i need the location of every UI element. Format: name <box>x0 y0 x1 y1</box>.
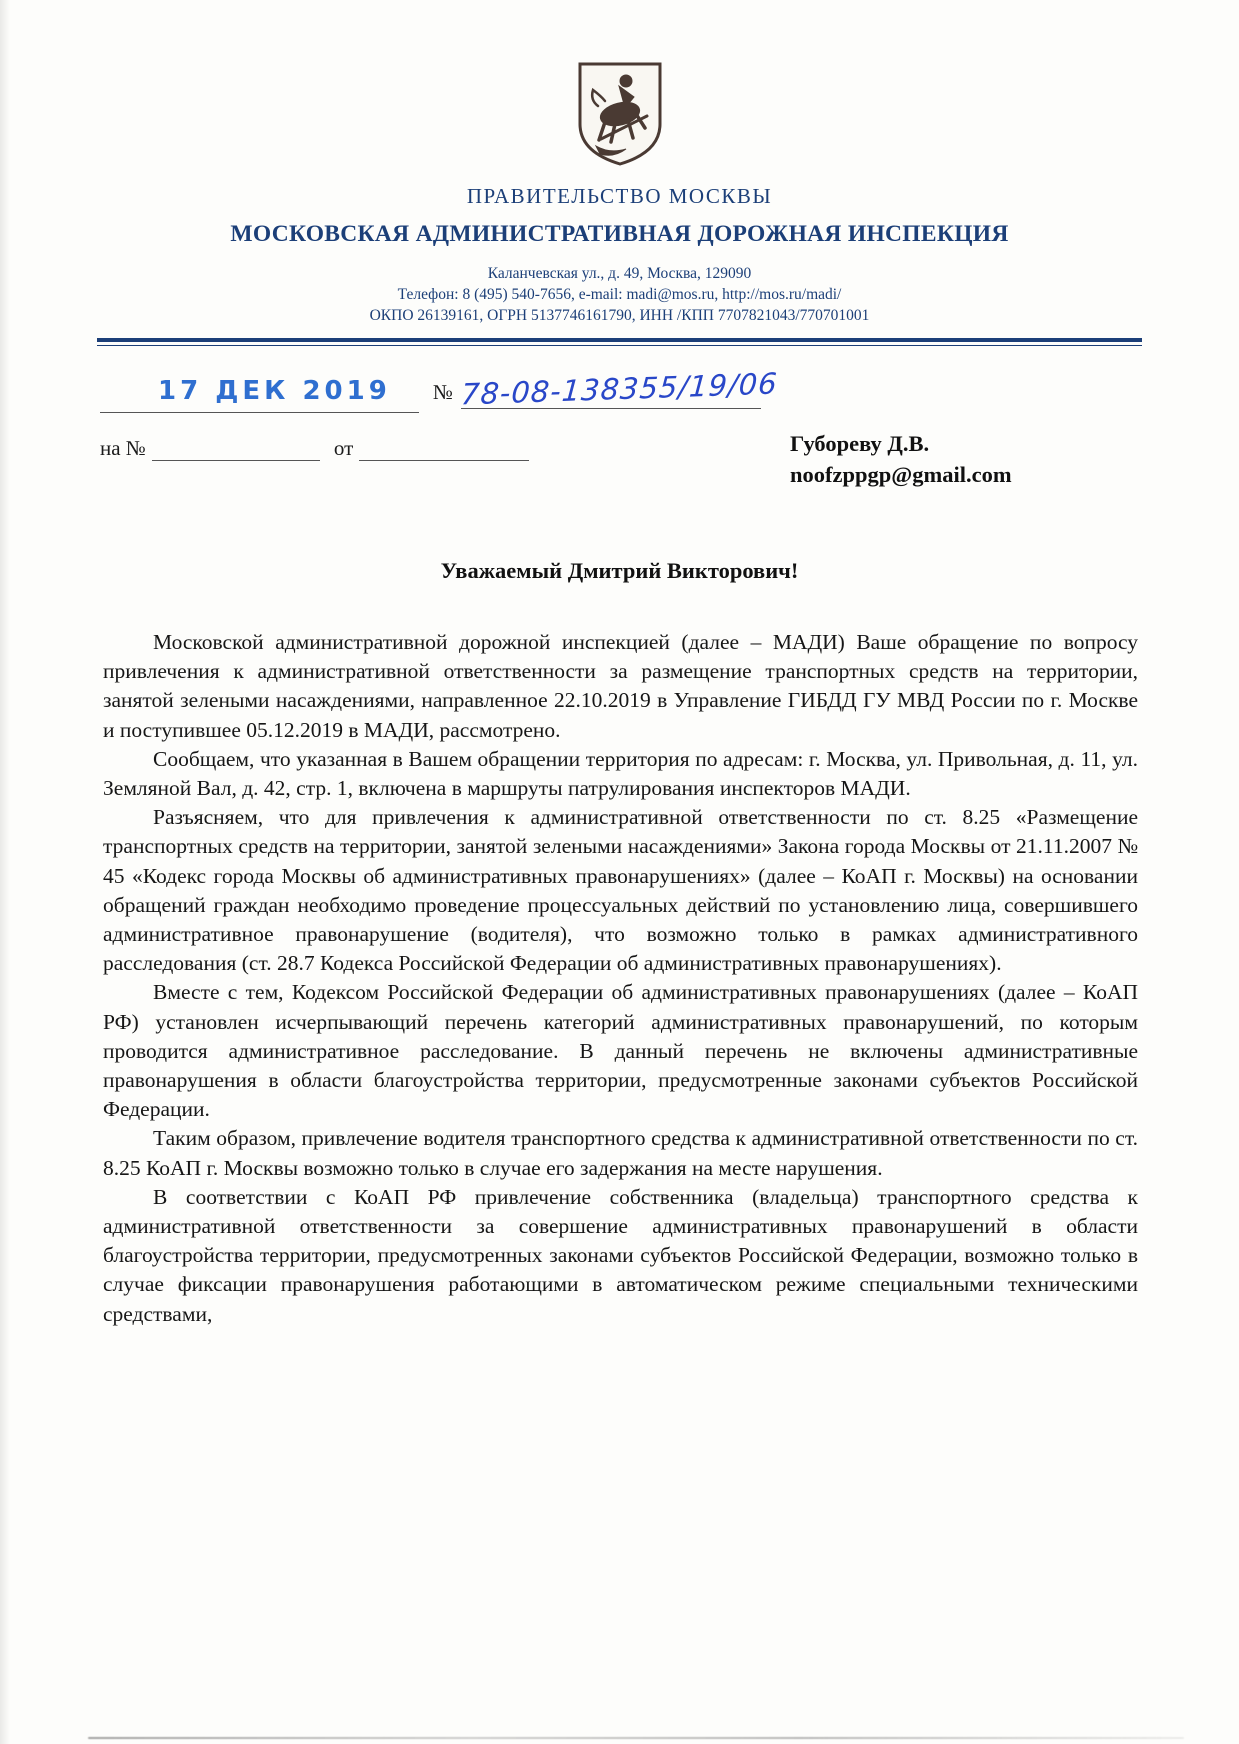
letter-body <box>103 628 1138 1329</box>
salutation: Уважаемый Дмитрий Викторович! <box>440 558 799 583</box>
moscow-coat-of-arms-icon <box>574 60 666 168</box>
reply-ot-label: от <box>333 436 354 460</box>
paragraph: Разъясняем, что для привлечения к административной ответственности по ст. 8.25 «Размещение транспортных средств на территории, занятой зелеными насаждениями» Закона города Москвы от 21.11.2007 № 45 «Кодекс города Москвы об административных правонарушениях» (далее – КоАП г. Москвы) на основании обращений граждан необходимо проведение процессуальных действий по установлению лица, совершившего административное правонарушение (водителя), что возможно только в рамках административного расследования (ст. 28.7 Кодекса Российской Федерации об административных правонарушениях). <box>103 805 1138 976</box>
handwritten-number: 78-08-138355/19/06 <box>459 366 779 412</box>
paragraph: Сообщаем, что указанная в Вашем обращении территория по адресам: г. Москва, ул. Привольная, д. 11, ул. Земляной Вал, д. 42, стр. 1, включена в маршруты патрулирования инспекторов МАДИ. <box>103 746 1138 801</box>
incoming-number-underline <box>152 440 320 461</box>
number-label: № <box>432 380 453 404</box>
date-stamp-underline <box>100 376 419 413</box>
incoming-number-line <box>100 436 529 461</box>
recipient-name: Губореву Д.В. <box>790 431 930 456</box>
paragraph: В соответствии с КоАП РФ привлечение собственника (владельца) транспортного средства к административной ответственности за совершение административных правонарушений в области благоустройства территории, предусмотренных законами субъектов Российской Федерации, возможно только в случае фиксации правонарушения работающими в автоматическом режиме специальными техническими средствами, <box>103 1184 1138 1326</box>
government-title: ПРАВИТЕЛЬСТВО МОСКВЫ <box>466 184 773 208</box>
paragraph: Вместе с тем, Кодексом Российской Федерации об административных правонарушениях (далее – КоАП РФ) установлен исчерпывающий перечень категорий административных правонарушений, по которым проводится административное расследование. В данный перечень не включены административные правонарушения в области благоустройства территории, предусмотренные законами субъектов Российской Федерации. <box>103 980 1138 1122</box>
org-codes: ОКПО 26139161, ОГРН 5137746161790, ИНН /КПП 7707821043/770701001 <box>369 307 870 324</box>
scan-artifact-line <box>88 1737 1184 1740</box>
letterhead-divider <box>97 338 1142 346</box>
letterhead <box>0 60 1239 346</box>
org-contacts: Телефон: 8 (495) 540-7656, e-mail: madi@mos.ru, http://mos.ru/madi/ <box>397 286 842 303</box>
org-address: Каланчевская ул., д. 49, Москва, 129090 <box>487 265 752 282</box>
paragraph: Московской административной дорожной инспекцией (далее – МАДИ) Ваше обращение по вопросу привлечения к административной ответственности за размещение транспортных средств на территории, занятой зелеными насаждениями, направленное 22.10.2019 в Управление ГИБДД ГУ МВД России по г. Москве и поступившее 05.12.2019 в МАДИ, рассмотрено. <box>103 630 1138 742</box>
recipient-block <box>790 428 1012 490</box>
reply-na-label: на № <box>100 436 146 460</box>
outgoing-number-line <box>100 366 779 413</box>
outgoing-number-underline <box>459 366 779 412</box>
organization-title: МОСКОВСКАЯ АДМИНИСТРАТИВНАЯ ДОРОЖНАЯ ИНСПЕКЦИЯ <box>230 221 1009 247</box>
incoming-date-underline <box>359 440 529 461</box>
paragraph: Таким образом, привлечение водителя транспортного средства к административной ответственности по ст. 8.25 КоАП г. Москвы возможно только в случае его задержания на месте нарушения. <box>103 1126 1138 1180</box>
date-stamp: 17 ДЕК 2019 <box>158 376 391 406</box>
reference-block <box>100 366 1139 496</box>
recipient-email: noofzppgp@gmail.com <box>790 462 1012 487</box>
